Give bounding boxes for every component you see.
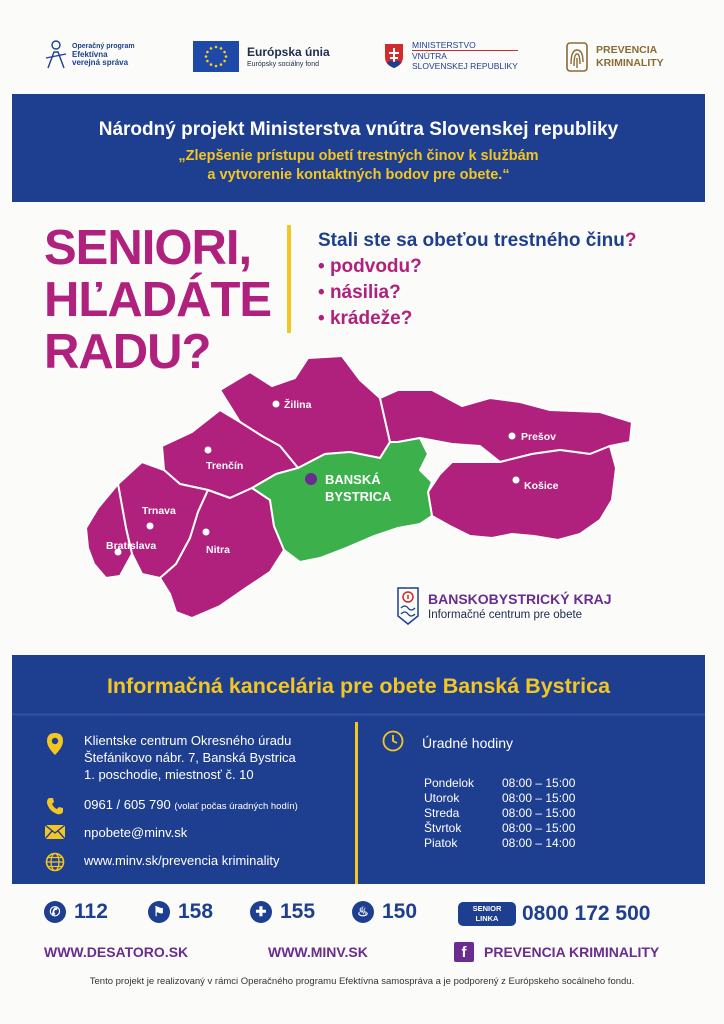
city-dot [273,401,280,408]
city-dot [509,433,516,440]
city-label-zilina: Žilina [284,399,312,411]
hours-row: Streda 08:00 – 15:00 [424,806,576,820]
city-label-trnava: Trnava [142,505,176,517]
project-banner [12,94,705,202]
address-line-2: Štefánikovo nábr. 7, Banská Bystrica [84,750,296,765]
hours-table [424,776,575,851]
office-title: Informačná kancelária pre obete Banská Bystrica [106,674,611,698]
medical-cross-icon: ✚ [250,901,272,923]
contact-column [12,716,355,884]
project-subtitle-2: a vytvorenie kontaktných bodov pre obete.“ [207,167,510,183]
eu-logo [193,41,330,72]
address-line-3: 1. poschodie, miestnosť č. 10 [84,767,254,782]
eu-title: Európska únia [247,45,330,59]
question-item: • násilia? [318,282,401,303]
footer-note: Tento projekt je realizovaný v rámci Operačného programu Efektívna samospráva a je podporený z Európskeho socálneho fondu. [89,976,635,987]
desatoro-link[interactable]: WWW.DESATORO.SK [44,944,189,960]
eu-flag-icon [193,41,239,72]
police-icon: ⚑ [148,901,170,923]
project-subtitle-1: „Zlepšenie prístupu obetí trestných činov k službám [178,148,539,164]
emergency-numbers [44,896,684,932]
region-subtitle: Informačné centrum pre obete [428,609,583,621]
city-dot [205,447,212,454]
web-link[interactable]: www.minv.sk/prevencia kriminality [84,853,280,868]
hours-title: Úradné hodiny [422,734,514,751]
prevencia-line-1: PREVENCIA [596,44,658,56]
number-158[interactable]: ⚑ 158 [148,900,213,924]
op-line-3: verejná správa [72,58,129,67]
hours-header [382,730,513,755]
logo-bar [0,30,724,86]
info-center-icon [396,586,420,626]
address-row [42,732,296,783]
phone-icon: ✆ [44,901,66,923]
prevencia-line-2: KRIMINALITY [596,57,664,69]
office-panel [12,655,705,884]
phone-number[interactable]: 0961 / 605 790 [84,797,171,812]
phone-icon [42,796,68,818]
globe-icon [42,852,68,874]
crime-questions [318,230,636,332]
city-dot [513,477,520,484]
region-title: BANSKOBYSTRICKÝ KRAJ [428,591,612,607]
question-item: • krádeže? [318,308,413,329]
city-label-bystrica: BYSTRICA [325,489,392,504]
senior-line-badge: SENIOR LINKA [458,902,516,926]
number-155[interactable]: ✚ 155 [250,900,315,924]
facebook-link[interactable] [454,942,659,962]
project-title: Národný projekt Ministerstva vnútra Slovenskej republiky [98,119,619,140]
city-label-kosice: Košice [524,480,559,492]
op-line-2: Efektívna [72,50,108,59]
number-150[interactable]: ♨ 150 [352,900,417,924]
facebook-label: PREVENCIA KRIMINALITY [484,944,660,960]
senior-line-number[interactable]: 0800 172 500 [522,902,651,925]
hours-row: Piatok 08:00 – 14:00 [424,836,576,850]
email-row [42,824,187,846]
region-kosice [428,446,616,540]
mail-icon [42,824,68,846]
hours-column [358,716,705,884]
fingerprint-icon [566,42,588,72]
regional-center [396,586,612,626]
city-label-presov: Prešov [521,431,557,443]
minv-link[interactable]: WWW.MINV.SK [268,944,368,960]
op-person-icon [44,40,68,70]
eu-subtitle: Európsky sociálny fond [247,61,319,68]
headline-line-2: HĽADÁTE [44,273,272,327]
op-line-1: Operačný program [72,43,135,50]
hours-row: Utorok 08:00 – 15:00 [424,791,576,805]
headline-divider [287,225,291,333]
prevencia-logo [566,42,664,72]
headline-line-3: RADU? [44,325,211,379]
ministry-line-1: MINISTERSTVO [412,40,518,51]
city-label-bratislava: Bratislava [106,540,157,552]
city-dot [203,529,210,536]
location-pin-icon [42,732,68,754]
web-row [42,852,280,874]
headline-line-1: SENIORI, [44,221,252,275]
city-dot [147,523,154,530]
banska-bystrica-dot [305,473,317,485]
ministry-line-2: VNÚTRA [412,51,447,61]
coat-of-arms-icon [384,43,404,69]
op-logo [44,40,135,70]
ministry-logo [384,40,518,71]
email-link[interactable]: npobete@minv.sk [84,825,188,840]
address-line-1: Klientske centrum Okresného úradu [84,733,292,748]
question-item: • podvodu? [318,256,422,277]
slovakia-map [80,350,640,625]
city-label-trencin: Trenčín [206,460,244,472]
hours-row: Štvrtok 08:00 – 15:00 [424,821,576,835]
fire-icon: ♨ [352,901,374,923]
facebook-icon: f [454,942,474,962]
questions-title: Stali ste sa obeťou trestného činu? [318,230,637,251]
hours-row: Pondelok 08:00 – 15:00 [424,776,576,790]
phone-row [42,796,298,818]
city-label-banska: BANSKÁ [325,472,381,487]
number-112[interactable]: ✆ 112 [44,900,108,924]
web-links [44,944,684,966]
clock-icon [382,730,404,755]
city-label-nitra: Nitra [206,544,230,556]
ministry-line-3: SLOVENSKEJ REPUBLIKY [412,61,518,71]
phone-note: (volať počas úradných hodín) [174,801,298,812]
